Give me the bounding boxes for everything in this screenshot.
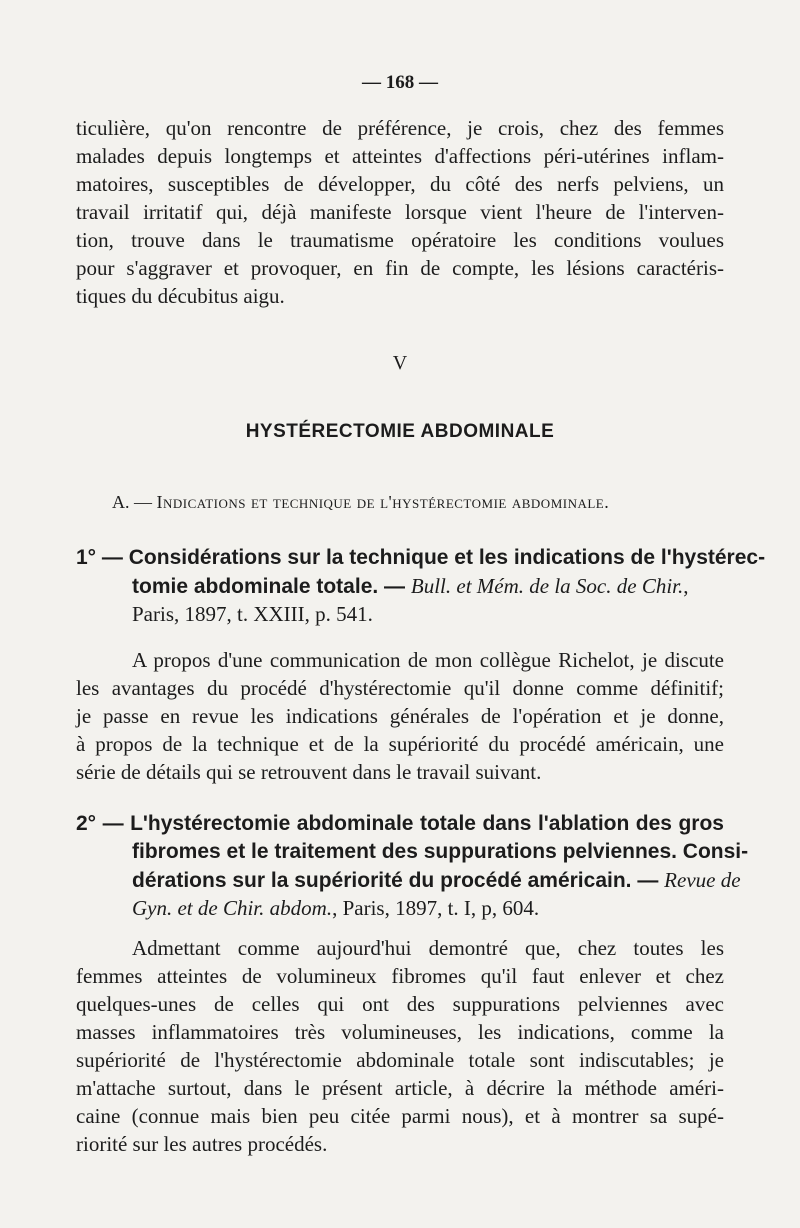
reference-title-text: dérations sur la supériorité du procédé américain. — — [132, 869, 665, 892]
text-line: supériorité de l'hystérectomie abdominale totale sont indiscutables; je — [76, 1048, 724, 1072]
text-line: pour s'aggraver et provoquer, en fin de compte, les lésions caractéris- — [76, 256, 724, 280]
text-line: tion, trouve dans le traumatisme opératoire les conditions voulues — [76, 228, 724, 252]
journal-name: Gyn. et de Chir. abdom. — [132, 896, 333, 920]
section-title: HYSTÉRECTOMIE ABDOMINALE — [245, 421, 555, 442]
reference-title-line — [76, 572, 724, 600]
text-line: riorité sur les autres procédés. — [76, 1132, 328, 1156]
text-line: travail irritatif qui, déjà manifeste lorsque vient l'heure de l'interven- — [76, 200, 724, 224]
text-line: les avantages du procédé d'hystérectomie qu'il donne comme définitif; — [76, 676, 724, 700]
subheading-letter: A. — — [112, 492, 157, 512]
citation-details: , Paris, 1897, t. I, p, 604. — [332, 896, 540, 920]
reference-title-line: 2° — L'hystérectomie abdominale totale dans l'ablation des gros — [76, 812, 724, 835]
text-line: à propos de la technique et de la supériorité du procédé américain, une — [76, 732, 724, 756]
reference-citation: Paris, 1897, t. XXIII, p. 541. — [132, 602, 373, 626]
subheading — [112, 492, 672, 513]
intro-paragraph — [76, 114, 724, 310]
text-line: masses inflammatoires très volumineuses, les indications, comme la — [76, 1020, 724, 1044]
punctuation: , — [683, 574, 689, 598]
text-line: m'attache surtout, dans le présent article, à décrire la méthode améri- — [76, 1076, 724, 1100]
text-line: quelques-unes de celles qui ont des suppurations pelviennes avec — [76, 992, 724, 1016]
paragraph-1 — [76, 646, 724, 786]
text-line: caine (connue mais bien peu citée parmi nous), et à montrer sa supé- — [76, 1104, 724, 1128]
reference-citation — [76, 894, 724, 922]
reference-title-line: fibromes et le traitement des suppurations pelviennes. Consi- — [132, 840, 749, 863]
reference-title-line — [76, 866, 741, 894]
journal-name: Revue de — [664, 868, 741, 892]
text-line: matoires, susceptibles de développer, du côté des nerfs pelviens, un — [76, 172, 724, 196]
text-line: je passe en revue les indications générales de l'opération et je donne, — [76, 704, 724, 728]
paragraph-2 — [76, 934, 724, 1158]
reference-title-line: 1° — Considérations sur la technique et les indications de l'hystérec- — [76, 546, 766, 569]
subheading-text: Indications et technique de l'hystérectomie abdominale. — [156, 492, 610, 512]
reference-item-1 — [76, 544, 766, 628]
text-line: ticulière, qu'on rencontre de préférence, je crois, chez des femmes — [76, 116, 724, 140]
text-line: tiques du décubitus aigu. — [76, 284, 285, 308]
journal-name: Bull. et Mém. de la Soc. de Chir. — [410, 574, 684, 598]
text-line: Admettant comme aujourd'hui demontré que, chez toutes les — [132, 936, 724, 960]
text-line: femmes atteintes de volumineux fibromes qu'il faut enlever et chez — [76, 964, 724, 988]
text-line: A propos d'une communication de mon collègue Richelot, je discute — [132, 648, 724, 672]
text-line: série de détails qui se retrouvent dans le travail suivant. — [76, 760, 542, 784]
page-number: — 168 — — [362, 72, 438, 93]
reference-item-2 — [76, 810, 749, 922]
reference-title-text: tomie abdominale totale. — — [132, 575, 411, 598]
text-line: malades depuis longtemps et atteintes d'affections péri-utérines inflam- — [76, 144, 724, 168]
section-number: V — [392, 352, 408, 374]
